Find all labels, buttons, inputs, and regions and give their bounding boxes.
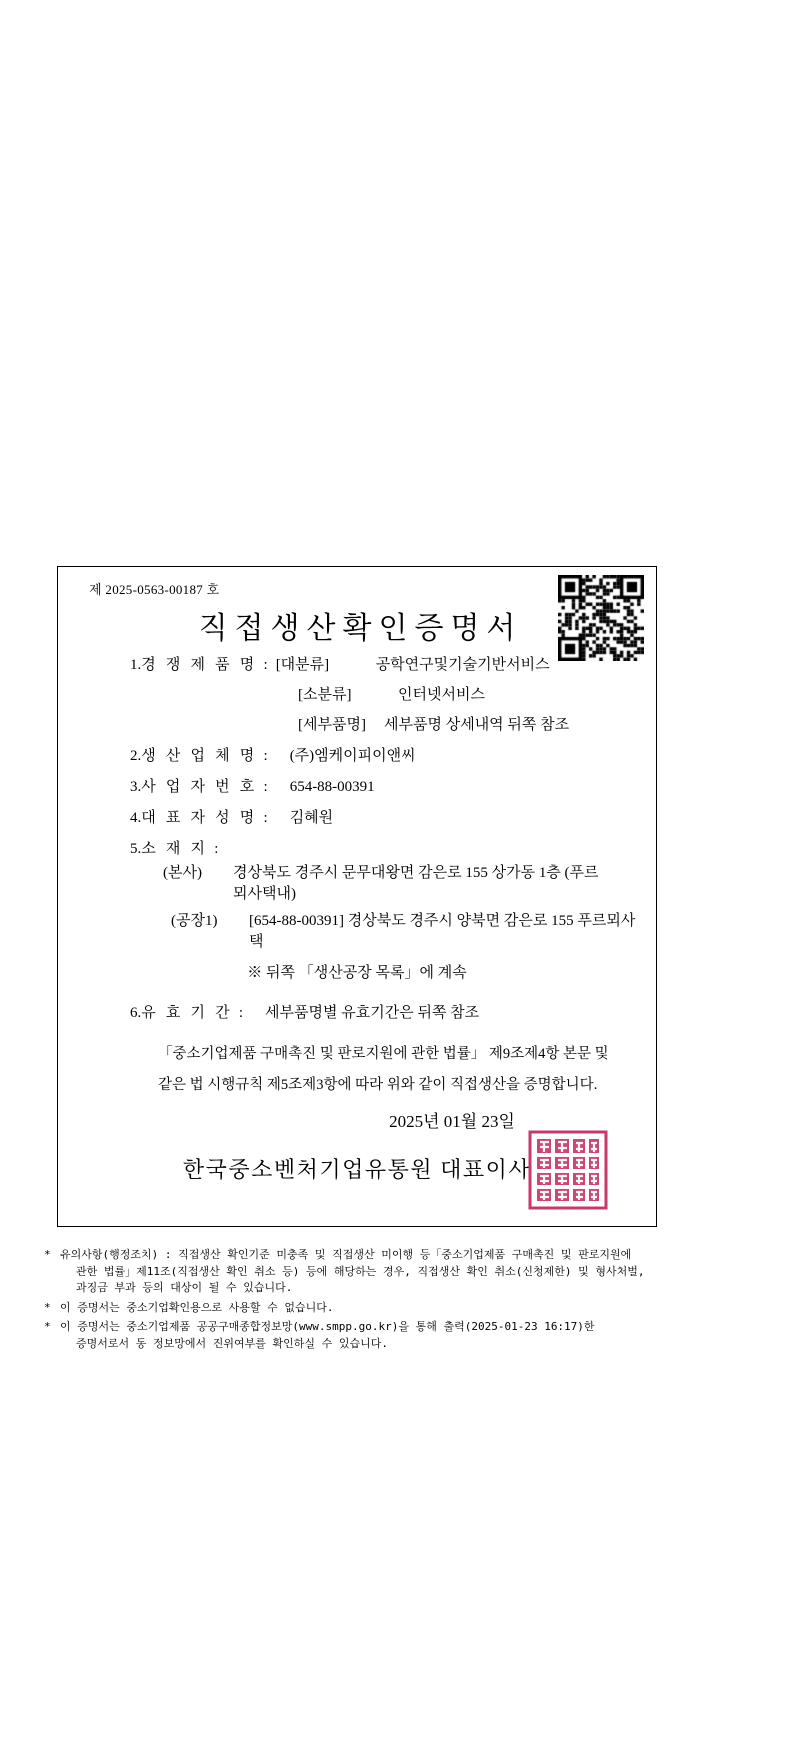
address-tag: (공장1) <box>171 913 218 929</box>
field-label: 대 표 자 성 명 <box>141 810 258 826</box>
field-label: 생 산 업 체 명 <box>141 748 258 764</box>
field-location <box>130 837 226 858</box>
field-tag-detail: [세부품명] <box>298 717 366 733</box>
field-separator: : <box>238 1005 244 1021</box>
footnote-line: 유의사항(행정조치) : 직접생산 확인기준 미충족 및 직접생산 미이행 등「중소기업제품 구매촉진 및 판로지원에 <box>60 1248 632 1261</box>
field-label: 소 재 지 <box>141 841 209 857</box>
footnotes <box>44 1247 754 1355</box>
footnote-line: 과징금 부과 등의 대상이 될 수 있습니다. <box>76 1281 293 1294</box>
footnote-item <box>44 1319 754 1352</box>
issue-date: 2025년 01월 23일 <box>389 1112 515 1131</box>
field-label: 경 쟁 제 품 명 <box>141 657 258 673</box>
address-factory-1 <box>171 911 651 953</box>
field-business-number <box>130 775 375 796</box>
asterisk-icon: * <box>44 1248 51 1261</box>
legal-statement-line-2: 같은 법 시행규칙 제5조제3항에 따라 위와 같이 직접생산을 증명합니다. <box>158 1077 598 1093</box>
field-separator: : <box>214 841 219 857</box>
field-tag-minor: [소분류] <box>298 687 352 703</box>
field-value: 654-88-00391 <box>289 779 375 795</box>
field-index: 1. <box>130 657 142 673</box>
issuer-name: 한국중소벤처기업유통원 대표이사 <box>182 1157 532 1182</box>
field-company-name <box>130 744 416 765</box>
field-value-major: 공학연구및기술기반서비스 <box>375 657 550 673</box>
address-value: [654-88-00391] 경상북도 경주시 양북면 감은로 155 푸르뫼사택 <box>249 913 636 950</box>
footnote-item <box>44 1247 754 1297</box>
asterisk-icon: * <box>44 1300 51 1314</box>
field-index: 3. <box>130 779 142 795</box>
field-tag-major: [대분류] <box>275 657 330 673</box>
field-validity-period <box>130 1001 479 1022</box>
field-product-name <box>130 653 550 674</box>
footnote-line: 이 증명서는 중소기업확인용으로 사용할 수 없습니다. <box>60 1300 334 1314</box>
asterisk-icon: * <box>44 1320 51 1333</box>
field-label: 사 업 자 번 호 <box>141 779 258 795</box>
field-index: 5. <box>130 841 142 857</box>
field-separator: : <box>263 748 268 764</box>
field-label: 유 효 기 간 <box>141 1005 233 1021</box>
footnote-item <box>44 1300 754 1317</box>
field-value-detail: 세부품명 상세내역 뒤쪽 참조 <box>384 717 570 733</box>
legal-statement-line-1: 「중소기업제품 구매촉진 및 판로지원에 관한 법률」 제9조제4항 본문 및 <box>158 1046 609 1062</box>
footnote-line: 관한 법률」제11조(직접생산 확인 취소 등) 등에 해당하는 경우, 직접생산 확인 취소(신청제한) 및 형사처벌, <box>76 1264 645 1278</box>
certificate-box <box>57 566 657 1227</box>
address-headquarters <box>163 863 643 905</box>
field-index: 4. <box>130 810 142 826</box>
document-number: 제 2025-0563-00187 호 <box>89 582 220 597</box>
field-representative-name <box>130 806 333 827</box>
field-product-detail <box>298 713 569 734</box>
field-separator: : <box>263 810 268 826</box>
footnote-line: 이 증명서는 중소기업제품 공공구매종합정보망(www.smpp.go.kr)을 통해 출력(2025-01-23 16:17)한 <box>60 1320 595 1333</box>
page-title: 직접생산확인증명서 <box>198 612 523 645</box>
field-value-minor: 인터넷서비스 <box>398 687 485 703</box>
official-seal-stamp-icon <box>528 1130 608 1210</box>
field-index: 2. <box>130 748 142 764</box>
field-value: 김혜원 <box>289 810 334 826</box>
field-separator: : <box>263 779 268 795</box>
field-index: 6. <box>130 1005 142 1021</box>
field-value: (주)엠케이피이앤씨 <box>289 748 416 764</box>
address-value: 경상북도 경주시 문무대왕면 감은로 155 상가동 1층 (푸르뫼사택내) <box>233 865 599 902</box>
footnote-line: 증명서로서 동 정보망에서 진위여부를 확인하실 수 있습니다. <box>76 1336 389 1350</box>
field-product-minor <box>298 683 485 704</box>
address-tag: (본사) <box>163 865 202 881</box>
field-separator: : <box>263 657 268 673</box>
field-value: 세부품명별 유효기간은 뒤쪽 참조 <box>265 1005 480 1021</box>
continuation-note: ※ 뒤쪽 「생산공장 목록」에 계속 <box>247 965 467 981</box>
